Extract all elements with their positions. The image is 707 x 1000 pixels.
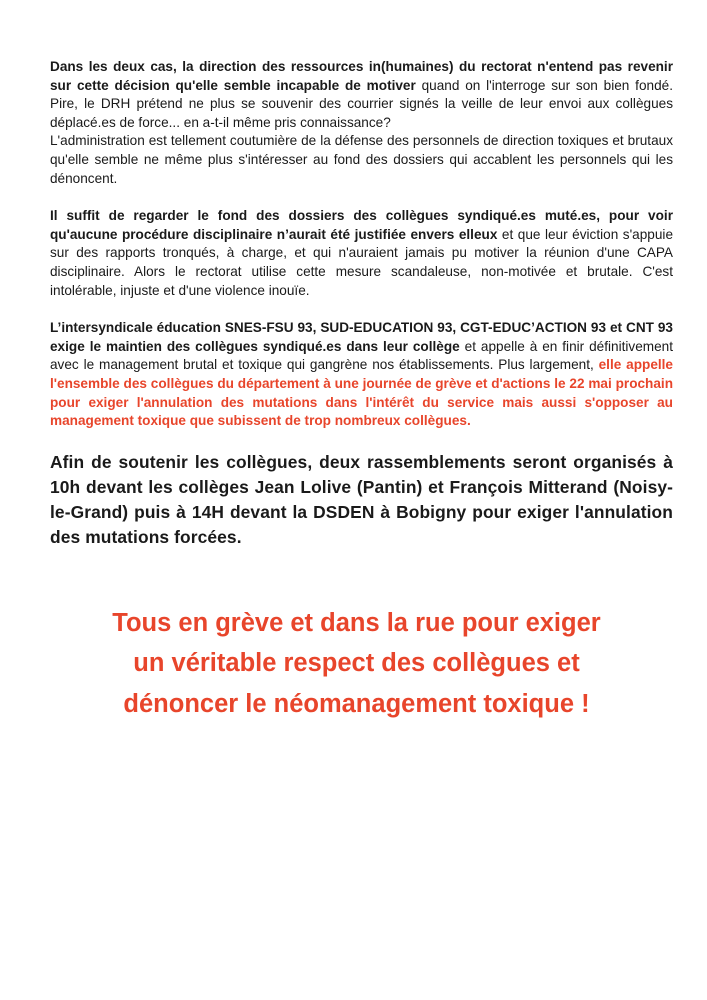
- paragraph-dossiers-bold: Il suffit de regarder le fond des dossiers des collègues syndiqué.es muté.es, pour voir qu'aucune procédure disciplinaire n’aurait été justifiée envers elleux: [50, 208, 673, 242]
- slogan: [50, 603, 673, 725]
- paragraph-intersyndicale: [50, 319, 673, 431]
- paragraph-group-2: [50, 207, 673, 300]
- slogan-line-2: un véritable respect des collègues et: [133, 649, 580, 677]
- paragraph-intersyndicale-text: et appelle à en finir définitivement avec le management brutal et toxique qui gangrène nos établissements. Plus largement,: [50, 338, 673, 373]
- paragraph-direction-rh-text: quand on l'interroge sur son bien fondé. Pire, le DRH prétend ne plus se souvenir des courrier signés la veille de leur envoi aux collègues déplacé.es de force... en a-t-il même pris connaissance?: [50, 77, 673, 130]
- paragraph-group-3: [50, 319, 673, 431]
- slogan-line-1: Tous en grève et dans la rue pour exiger: [112, 608, 601, 637]
- paragraph-direction-rh: [50, 58, 673, 132]
- paragraph-dossiers-text: et que leur éviction s'appuie sur des rapports tronqués, à charge, et qui n'auraient jamais pu motiver la réunion d'une CAPA disciplinaire. Alors le rectorat utilise cette mesure scandaleuse, non-motivée et brutale. C'est intolérable, injuste et d'une violence inouïe.: [50, 226, 674, 298]
- paragraph-administration: [50, 132, 673, 188]
- paragraph-direction-rh-bold: Dans les deux cas, la direction des ressources in(humaines) du rectorat n'entend pas revenir sur cette décision qu'elle semble incapable de motiver: [50, 59, 673, 93]
- paragraph-intersyndicale-call: elle appelle l'ensemble des collègues du département à une journée de grève et d'actions le 22 mai prochain pour exiger l'annulation des mutations dans l'intérêt du service mais aussi s'opposer au management toxique que subissent de trop nombreux collègues.: [50, 357, 673, 429]
- paragraph-group-1: [50, 58, 673, 188]
- rally-announcement: Afin de soutenir les collègues, deux rassemblements seront organisés à 10h devant les collèges Jean Lolive (Pantin) et François Mitterand (Noisy-le-Grand) puis à 14H devant la DSDEN à Bobigny pour exiger l'annulation des mutations forcées.: [50, 451, 673, 548]
- paragraph-intersyndicale-bold: L’intersyndicale éducation SNES-FSU 93, SUD-EDUCATION 93, CGT-EDUC’ACTION 93 et CNT 93 exige le maintien des collègues syndiqué.es dans leur collège: [50, 320, 673, 354]
- slogan-line-3: dénoncer le néomanagement toxique !: [123, 689, 590, 718]
- paragraph-administration-text: L'administration est tellement coutumière de la défense des personnels de direction toxiques et brutaux qu'elle semble ne même plus s'intéresser au fond des dossiers qui accablent les personnels qui les dénoncent.: [50, 133, 673, 186]
- paragraph-dossiers: [50, 207, 673, 300]
